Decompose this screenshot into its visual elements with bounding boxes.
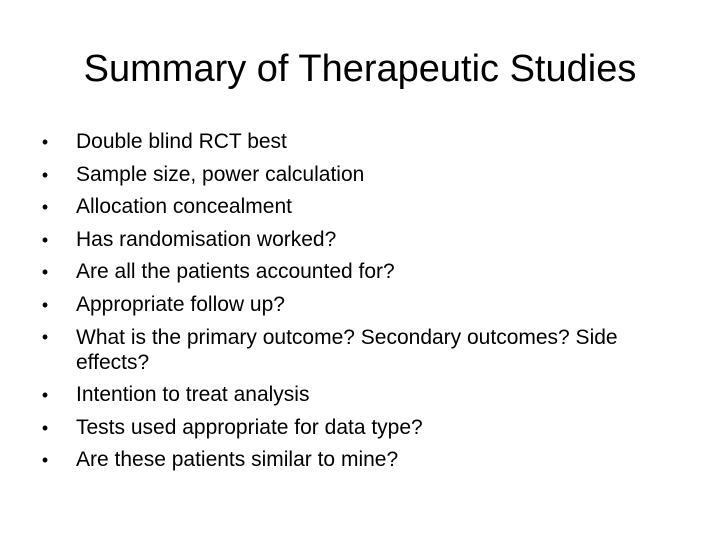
bullet-text: Appropriate follow up? (76, 292, 285, 316)
bullet-item (36, 159, 686, 192)
bullet-text: Tests used appropriate for data type? (76, 415, 423, 439)
bullet-dot-icon: • (41, 132, 49, 152)
bullet-dot-icon: • (41, 385, 49, 405)
bullet-item (36, 256, 686, 289)
bullet-item (36, 126, 686, 159)
bullet-item (36, 224, 686, 257)
bullet-dot-icon: • (41, 164, 49, 185)
bullet-item (36, 412, 686, 445)
bullet-text: Has randomisation worked? (76, 227, 337, 251)
bullet-dot-icon: • (41, 294, 49, 315)
bullet-text: Double blind RCT best (76, 130, 287, 153)
bullet-item (36, 444, 686, 477)
bullet-text: What is the primary outcome? Secondary outcomes? Side effects? (76, 326, 618, 374)
bullet-list (36, 126, 686, 477)
bullet-dot-icon: • (41, 417, 49, 438)
bullet-item (36, 321, 686, 379)
bullet-dot-icon: • (41, 327, 49, 347)
bullet-item (36, 289, 686, 322)
bullet-dot-icon: • (41, 450, 49, 470)
bullet-text: Are these patients similar to mine? (76, 448, 399, 471)
bullet-dot-icon: • (41, 197, 49, 217)
bullet-text: Are all the patients accounted for? (76, 260, 395, 283)
bullet-dot-icon: • (41, 262, 49, 282)
bullet-text: Allocation concealment (76, 195, 292, 218)
bullet-item (36, 191, 686, 224)
bullet-text: Intention to treat analysis (76, 383, 310, 406)
bullet-item (36, 379, 686, 412)
slide-title: Summary of Therapeutic Studies (83, 48, 637, 90)
bullet-dot-icon: • (41, 229, 49, 250)
bullet-text: Sample size, power calculation (76, 162, 365, 186)
